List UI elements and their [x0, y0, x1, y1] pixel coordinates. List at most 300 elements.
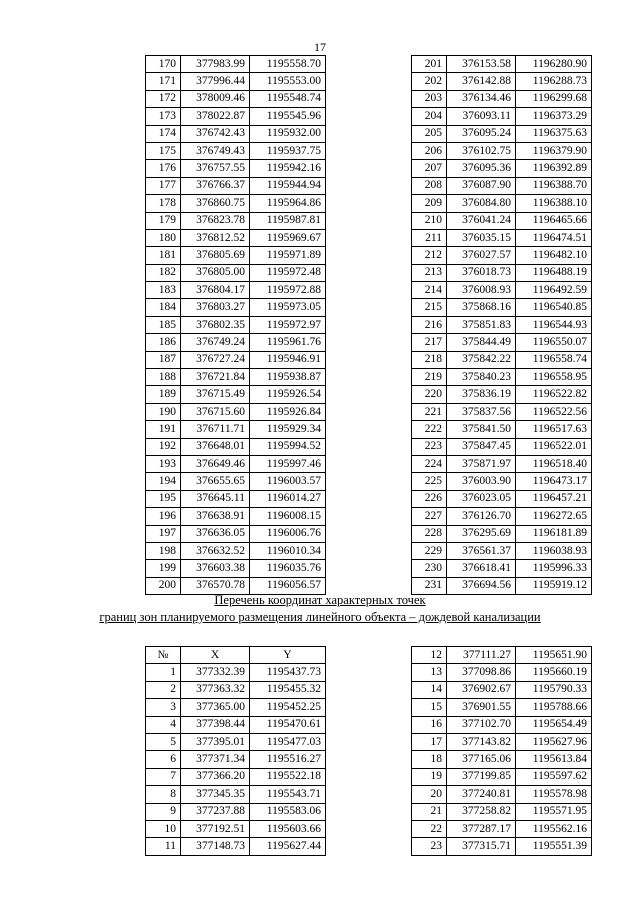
x-coordinate-cell: 376757.55 [181, 160, 250, 177]
y-coordinate-cell: 1196373.29 [516, 108, 592, 125]
y-coordinate-cell: 1195455.32 [250, 681, 326, 698]
point-number-cell: 215 [412, 299, 447, 316]
point-number-cell: 207 [412, 160, 447, 177]
x-coordinate-cell: 376715.60 [181, 403, 250, 420]
point-number-cell: 201 [412, 56, 447, 73]
x-coordinate-cell: 376041.24 [447, 212, 516, 229]
table-row [146, 229, 326, 246]
table-row [146, 473, 326, 490]
x-coordinate-cell: 377102.70 [447, 716, 516, 733]
x-coordinate-cell: 375851.83 [447, 316, 516, 333]
point-number-cell: 8 [146, 786, 181, 803]
y-coordinate-cell: 1195545.96 [250, 108, 326, 125]
x-coordinate-cell: 378022.87 [181, 108, 250, 125]
table-row [146, 681, 326, 698]
x-coordinate-cell: 376812.52 [181, 229, 250, 246]
x-coordinate-cell: 377983.99 [181, 56, 250, 73]
point-number-cell: 9 [146, 803, 181, 820]
point-number-cell: 198 [146, 542, 181, 559]
point-number-cell: 218 [412, 351, 447, 368]
y-coordinate-cell: 1196558.95 [516, 369, 592, 386]
coordinates-table-1 [145, 55, 326, 595]
x-coordinate-cell: 377371.34 [181, 751, 250, 768]
y-coordinate-cell: 1195788.66 [516, 699, 592, 716]
y-coordinate-cell: 1195571.95 [516, 803, 592, 820]
x-coordinate-cell: 376715.49 [181, 386, 250, 403]
x-coordinate-cell: 377258.82 [447, 803, 516, 820]
y-coordinate-cell: 1196272.65 [516, 508, 592, 525]
x-coordinate-cell: 376084.80 [447, 195, 516, 212]
point-number-cell: 173 [146, 108, 181, 125]
table-row [412, 473, 592, 490]
x-coordinate-cell: 376901.55 [447, 699, 516, 716]
point-number-cell: 193 [146, 455, 181, 472]
y-coordinate-cell: 1196473.17 [516, 473, 592, 490]
table-row [146, 160, 326, 177]
point-number-cell: 171 [146, 73, 181, 90]
y-coordinate-cell: 1196288.73 [516, 73, 592, 90]
y-coordinate-cell: 1196522.82 [516, 386, 592, 403]
point-number-cell: 220 [412, 386, 447, 403]
y-coordinate-cell: 1195938.87 [250, 369, 326, 386]
x-coordinate-cell: 376902.67 [447, 681, 516, 698]
section-heading-line2: границ зон планируемого размещения линейного объекта – дождевой канализации [99, 610, 541, 624]
y-coordinate-cell: 1195437.73 [250, 664, 326, 681]
point-number-cell: 170 [146, 56, 181, 73]
y-coordinate-cell: 1196181.89 [516, 525, 592, 542]
x-coordinate-cell: 376102.75 [447, 142, 516, 159]
x-coordinate-cell: 377287.17 [447, 820, 516, 837]
point-number-cell: 197 [146, 525, 181, 542]
y-coordinate-cell: 1195944.94 [250, 177, 326, 194]
y-coordinate-cell: 1195929.34 [250, 421, 326, 438]
x-coordinate-cell: 376727.24 [181, 351, 250, 368]
x-coordinate-cell: 375841.50 [447, 421, 516, 438]
point-number-cell: 11 [146, 838, 181, 855]
table-row [412, 803, 592, 820]
table-row [412, 438, 592, 455]
y-coordinate-cell: 1196003.57 [250, 473, 326, 490]
point-number-cell: 179 [146, 212, 181, 229]
table-row [146, 820, 326, 837]
x-coordinate-cell: 376018.73 [447, 264, 516, 281]
point-number-cell: 229 [412, 542, 447, 559]
x-coordinate-cell: 376655.65 [181, 473, 250, 490]
y-coordinate-cell: 1196492.59 [516, 282, 592, 299]
point-number-cell: 192 [146, 438, 181, 455]
table-row [412, 56, 592, 73]
y-coordinate-cell: 1195961.76 [250, 334, 326, 351]
y-coordinate-cell: 1196465.66 [516, 212, 592, 229]
table-row [146, 177, 326, 194]
y-coordinate-cell: 1195470.61 [250, 716, 326, 733]
y-coordinate-cell: 1195926.54 [250, 386, 326, 403]
table-row [412, 142, 592, 159]
y-coordinate-cell: 1196280.90 [516, 56, 592, 73]
y-coordinate-cell: 1195926.84 [250, 403, 326, 420]
table-row [146, 142, 326, 159]
x-coordinate-cell: 376134.46 [447, 90, 516, 107]
y-coordinate-cell: 1195654.49 [516, 716, 592, 733]
x-coordinate-cell: 375844.49 [447, 334, 516, 351]
point-number-cell: 200 [146, 577, 181, 594]
y-coordinate-cell: 1195597.62 [516, 768, 592, 785]
point-number-cell: 212 [412, 247, 447, 264]
point-number-cell: 176 [146, 160, 181, 177]
x-coordinate-cell: 377996.44 [181, 73, 250, 90]
point-number-cell: 4 [146, 716, 181, 733]
point-number-cell: 221 [412, 403, 447, 420]
column-header: № [146, 647, 181, 664]
x-coordinate-cell: 377199.85 [447, 768, 516, 785]
table-row [412, 299, 592, 316]
x-coordinate-cell: 377398.44 [181, 716, 250, 733]
x-coordinate-cell: 376860.75 [181, 195, 250, 212]
point-number-cell: 199 [146, 560, 181, 577]
table-row [412, 351, 592, 368]
x-coordinate-cell: 377395.01 [181, 733, 250, 750]
y-coordinate-cell: 1195946.91 [250, 351, 326, 368]
y-coordinate-cell: 1195543.71 [250, 786, 326, 803]
y-coordinate-cell: 1195553.00 [250, 73, 326, 90]
y-coordinate-cell: 1195932.00 [250, 125, 326, 142]
x-coordinate-cell: 376035.15 [447, 229, 516, 246]
table-row [412, 334, 592, 351]
point-number-cell: 206 [412, 142, 447, 159]
table-row [146, 664, 326, 681]
table-row [146, 786, 326, 803]
point-number-cell: 23 [412, 838, 447, 855]
x-coordinate-cell: 376805.69 [181, 247, 250, 264]
x-coordinate-cell: 377332.39 [181, 664, 250, 681]
y-coordinate-cell: 1195996.33 [516, 560, 592, 577]
x-coordinate-cell: 378009.46 [181, 90, 250, 107]
y-coordinate-cell: 1196517.63 [516, 421, 592, 438]
point-number-cell: 12 [412, 647, 447, 664]
page-number: 17 [314, 40, 326, 54]
point-number-cell: 10 [146, 820, 181, 837]
table-row [412, 386, 592, 403]
table-row [146, 403, 326, 420]
x-coordinate-cell: 376095.36 [447, 160, 516, 177]
point-number-cell: 16 [412, 716, 447, 733]
table-row [146, 716, 326, 733]
y-coordinate-cell: 1195603.66 [250, 820, 326, 837]
x-coordinate-cell: 377237.88 [181, 803, 250, 820]
table-row [412, 212, 592, 229]
x-coordinate-cell: 375868.16 [447, 299, 516, 316]
point-number-cell: 211 [412, 229, 447, 246]
table-row [146, 369, 326, 386]
y-coordinate-cell: 1195942.16 [250, 160, 326, 177]
y-coordinate-cell: 1196558.74 [516, 351, 592, 368]
x-coordinate-cell: 376295.69 [447, 525, 516, 542]
y-coordinate-cell: 1196550.07 [516, 334, 592, 351]
x-coordinate-cell: 376603.38 [181, 560, 250, 577]
x-coordinate-cell: 376008.93 [447, 282, 516, 299]
x-coordinate-cell: 375871.97 [447, 455, 516, 472]
point-number-cell: 213 [412, 264, 447, 281]
table-row [146, 768, 326, 785]
y-coordinate-cell: 1196299.68 [516, 90, 592, 107]
x-coordinate-cell: 376749.24 [181, 334, 250, 351]
point-number-cell: 202 [412, 73, 447, 90]
y-coordinate-cell: 1195583.06 [250, 803, 326, 820]
point-number-cell: 15 [412, 699, 447, 716]
point-number-cell: 186 [146, 334, 181, 351]
y-coordinate-cell: 1195987.81 [250, 212, 326, 229]
table-row [412, 455, 592, 472]
x-coordinate-cell: 376742.43 [181, 125, 250, 142]
point-number-cell: 210 [412, 212, 447, 229]
x-coordinate-cell: 376711.71 [181, 421, 250, 438]
section-heading-line1: Перечень координат характерных точек [214, 593, 426, 607]
y-coordinate-cell: 1195919.12 [516, 577, 592, 594]
x-coordinate-cell: 375847.45 [447, 438, 516, 455]
x-coordinate-cell: 376153.58 [447, 56, 516, 73]
x-coordinate-cell: 375840.23 [447, 369, 516, 386]
column-header: Y [250, 647, 326, 664]
y-coordinate-cell: 1195972.88 [250, 282, 326, 299]
table-row [412, 229, 592, 246]
point-number-cell: 184 [146, 299, 181, 316]
point-number-cell: 214 [412, 282, 447, 299]
y-coordinate-cell: 1195522.18 [250, 768, 326, 785]
table-row [146, 56, 326, 73]
y-coordinate-cell: 1196482.10 [516, 247, 592, 264]
point-number-cell: 225 [412, 473, 447, 490]
table-row [146, 282, 326, 299]
table-row [146, 699, 326, 716]
y-coordinate-cell: 1195972.48 [250, 264, 326, 281]
point-number-cell: 17 [412, 733, 447, 750]
table-row [412, 108, 592, 125]
x-coordinate-cell: 377363.32 [181, 681, 250, 698]
x-coordinate-cell: 376766.37 [181, 177, 250, 194]
point-number-cell: 180 [146, 229, 181, 246]
point-number-cell: 174 [146, 125, 181, 142]
table-row [412, 525, 592, 542]
y-coordinate-cell: 1195548.74 [250, 90, 326, 107]
table-row [146, 316, 326, 333]
y-coordinate-cell: 1195790.33 [516, 681, 592, 698]
drainage-coordinates-table-1 [145, 646, 326, 856]
x-coordinate-cell: 377345.35 [181, 786, 250, 803]
table-row [412, 664, 592, 681]
table-row [146, 351, 326, 368]
point-number-cell: 228 [412, 525, 447, 542]
table-row [146, 751, 326, 768]
point-number-cell: 2 [146, 681, 181, 698]
y-coordinate-cell: 1195964.86 [250, 195, 326, 212]
point-number-cell: 7 [146, 768, 181, 785]
x-coordinate-cell: 377111.27 [447, 647, 516, 664]
point-number-cell: 216 [412, 316, 447, 333]
y-coordinate-cell: 1195452.25 [250, 699, 326, 716]
point-number-cell: 13 [412, 664, 447, 681]
table-header-row [146, 647, 326, 664]
point-number-cell: 196 [146, 508, 181, 525]
table-row [412, 716, 592, 733]
x-coordinate-cell: 376749.43 [181, 142, 250, 159]
point-number-cell: 181 [146, 247, 181, 264]
y-coordinate-cell: 1196038.93 [516, 542, 592, 559]
point-number-cell: 6 [146, 751, 181, 768]
table-row [412, 647, 592, 664]
x-coordinate-cell: 376803.27 [181, 299, 250, 316]
point-number-cell: 224 [412, 455, 447, 472]
x-coordinate-cell: 376142.88 [447, 73, 516, 90]
table-row [412, 560, 592, 577]
table-row [412, 125, 592, 142]
table-row [412, 264, 592, 281]
x-coordinate-cell: 376721.84 [181, 369, 250, 386]
x-coordinate-cell: 376802.35 [181, 316, 250, 333]
table-row [146, 247, 326, 264]
table-row [412, 90, 592, 107]
point-number-cell: 22 [412, 820, 447, 837]
table-row [412, 768, 592, 785]
point-number-cell: 14 [412, 681, 447, 698]
table-row [146, 542, 326, 559]
x-coordinate-cell: 377165.06 [447, 751, 516, 768]
point-number-cell: 222 [412, 421, 447, 438]
point-number-cell: 5 [146, 733, 181, 750]
y-coordinate-cell: 1195578.98 [516, 786, 592, 803]
x-coordinate-cell: 376618.41 [447, 560, 516, 577]
x-coordinate-cell: 376805.00 [181, 264, 250, 281]
x-coordinate-cell: 377315.71 [447, 838, 516, 855]
table-row [412, 369, 592, 386]
x-coordinate-cell: 376648.01 [181, 438, 250, 455]
table-row [146, 212, 326, 229]
y-coordinate-cell: 1196544.93 [516, 316, 592, 333]
table-row [146, 264, 326, 281]
x-coordinate-cell: 376023.05 [447, 490, 516, 507]
point-number-cell: 217 [412, 334, 447, 351]
y-coordinate-cell: 1196488.19 [516, 264, 592, 281]
table-row [146, 195, 326, 212]
x-coordinate-cell: 377098.86 [447, 664, 516, 681]
y-coordinate-cell: 1195660.19 [516, 664, 592, 681]
y-coordinate-cell: 1196006.76 [250, 525, 326, 542]
table-row [146, 334, 326, 351]
y-coordinate-cell: 1195551.39 [516, 838, 592, 855]
x-coordinate-cell: 375842.22 [447, 351, 516, 368]
column-header: X [181, 647, 250, 664]
x-coordinate-cell: 377143.82 [447, 733, 516, 750]
table-row [412, 160, 592, 177]
table-row [146, 455, 326, 472]
y-coordinate-cell: 1196010.34 [250, 542, 326, 559]
y-coordinate-cell: 1195972.97 [250, 316, 326, 333]
y-coordinate-cell: 1195997.46 [250, 455, 326, 472]
table-row [146, 577, 326, 594]
x-coordinate-cell: 376823.78 [181, 212, 250, 229]
point-number-cell: 185 [146, 316, 181, 333]
y-coordinate-cell: 1196056.57 [250, 577, 326, 594]
table-row [146, 490, 326, 507]
point-number-cell: 1 [146, 664, 181, 681]
y-coordinate-cell: 1196474.51 [516, 229, 592, 246]
table-row [146, 438, 326, 455]
table-row [146, 508, 326, 525]
x-coordinate-cell: 377240.81 [447, 786, 516, 803]
y-coordinate-cell: 1195613.84 [516, 751, 592, 768]
table-row [412, 490, 592, 507]
y-coordinate-cell: 1196014.27 [250, 490, 326, 507]
point-number-cell: 194 [146, 473, 181, 490]
x-coordinate-cell: 376638.91 [181, 508, 250, 525]
table-row [412, 733, 592, 750]
point-number-cell: 183 [146, 282, 181, 299]
point-number-cell: 172 [146, 90, 181, 107]
point-number-cell: 20 [412, 786, 447, 803]
table-row [146, 421, 326, 438]
table-row [146, 560, 326, 577]
table-row [146, 803, 326, 820]
x-coordinate-cell: 376694.56 [447, 577, 516, 594]
table-row [412, 699, 592, 716]
x-coordinate-cell: 377148.73 [181, 838, 250, 855]
point-number-cell: 231 [412, 577, 447, 594]
table-row [412, 820, 592, 837]
x-coordinate-cell: 376087.90 [447, 177, 516, 194]
table-row [412, 751, 592, 768]
point-number-cell: 230 [412, 560, 447, 577]
y-coordinate-cell: 1195562.16 [516, 820, 592, 837]
y-coordinate-cell: 1195937.75 [250, 142, 326, 159]
y-coordinate-cell: 1196035.76 [250, 560, 326, 577]
x-coordinate-cell: 376570.78 [181, 577, 250, 594]
table-row [412, 177, 592, 194]
point-number-cell: 223 [412, 438, 447, 455]
table-row [146, 90, 326, 107]
table-row [146, 525, 326, 542]
table-row [146, 838, 326, 855]
x-coordinate-cell: 376649.46 [181, 455, 250, 472]
x-coordinate-cell: 375837.56 [447, 403, 516, 420]
x-coordinate-cell: 376636.05 [181, 525, 250, 542]
table-row [146, 386, 326, 403]
x-coordinate-cell: 376093.11 [447, 108, 516, 125]
point-number-cell: 204 [412, 108, 447, 125]
table-row [412, 247, 592, 264]
point-number-cell: 175 [146, 142, 181, 159]
table-row [412, 786, 592, 803]
y-coordinate-cell: 1195627.96 [516, 733, 592, 750]
point-number-cell: 190 [146, 403, 181, 420]
y-coordinate-cell: 1196008.15 [250, 508, 326, 525]
point-number-cell: 205 [412, 125, 447, 142]
point-number-cell: 21 [412, 803, 447, 820]
y-coordinate-cell: 1196540.85 [516, 299, 592, 316]
x-coordinate-cell: 376804.17 [181, 282, 250, 299]
point-number-cell: 188 [146, 369, 181, 386]
table-row [412, 73, 592, 90]
point-number-cell: 195 [146, 490, 181, 507]
x-coordinate-cell: 376645.11 [181, 490, 250, 507]
y-coordinate-cell: 1196457.21 [516, 490, 592, 507]
table-row [412, 577, 592, 594]
point-number-cell: 189 [146, 386, 181, 403]
y-coordinate-cell: 1196392.89 [516, 160, 592, 177]
table-row [412, 838, 592, 855]
x-coordinate-cell: 376027.57 [447, 247, 516, 264]
table-row [146, 73, 326, 90]
point-number-cell: 19 [412, 768, 447, 785]
point-number-cell: 18 [412, 751, 447, 768]
